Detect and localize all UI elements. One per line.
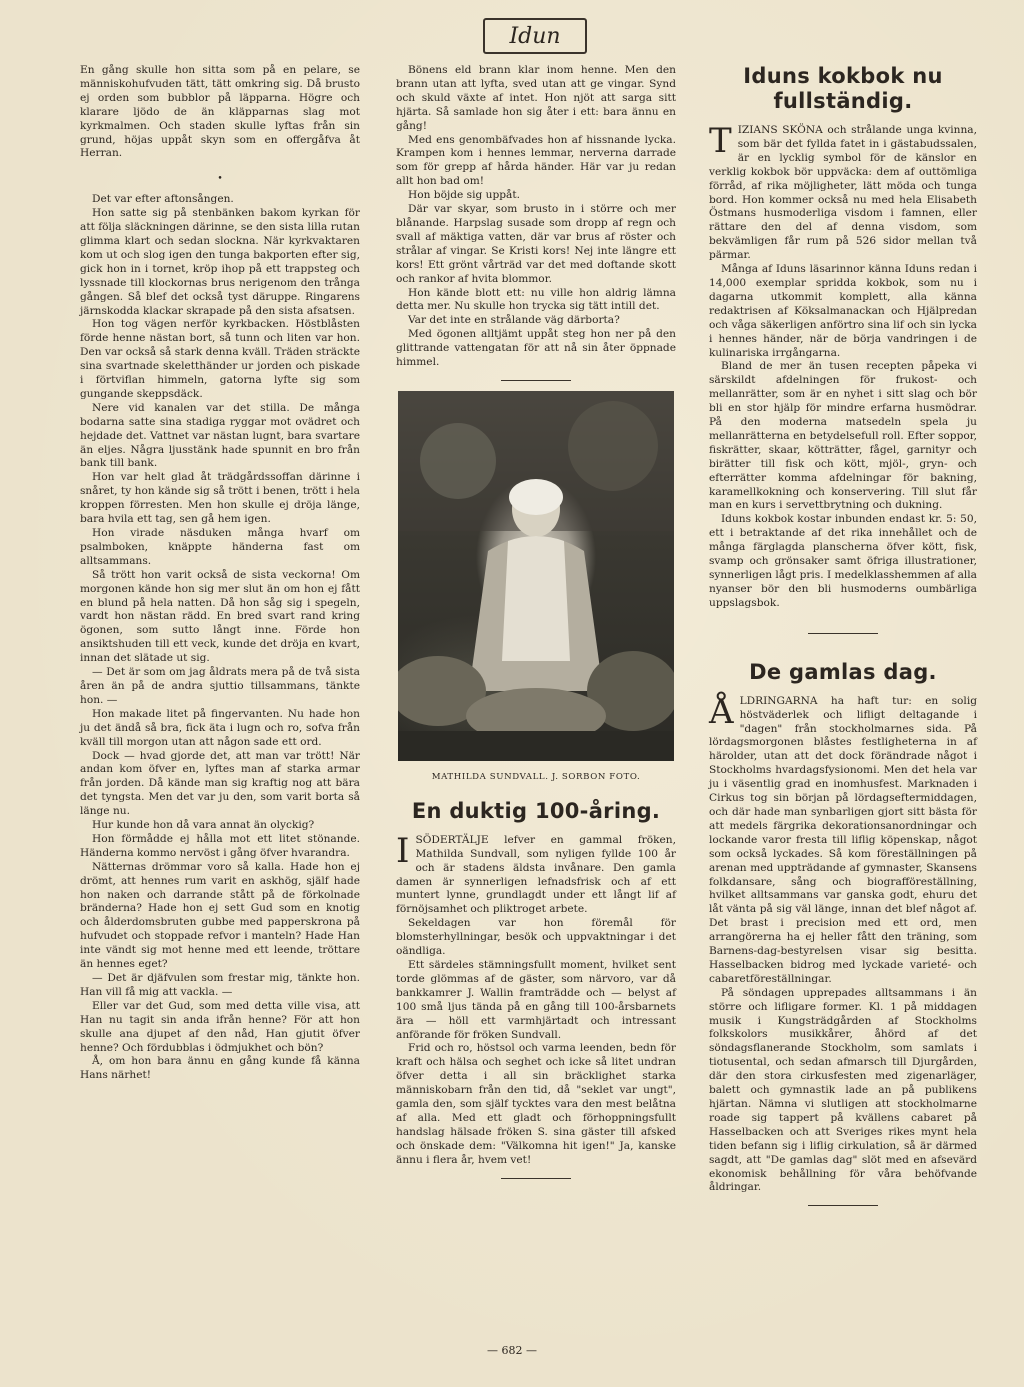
paragraph: Å, om hon bara ännu en gång kunde få känna Hans närhet! [80, 1055, 360, 1082]
paragraph-lead: ISÖDERTÄLJE lefver en gammal fröken, Mathilda Sundvall, som nyligen fyllde 100 år och är stadens äldsta invånare. Den gamla damen är synnerligen lefnadsfrisk och af ett muntert lynne, grundlagdt under ett långt lif af förnöjsamhet och pliktroget arbete. [396, 830, 676, 916]
drop-cap: T [709, 121, 732, 161]
paragraph: Dock — hvad gjorde det, att man var trött! När andan kom öfver en, lyftes man af starka armar från jorden. Då kände man sig kraftig nog att bära det tyngsta. Men det var ju den, som varit borta så länge nu. [80, 749, 360, 818]
divider [808, 633, 878, 634]
drop-cap: Å [709, 691, 734, 732]
paragraph: Hon satte sig på stenbänken bakom kyrkan för att följa släckningen därinne, se den sista lilla rutan glimma klart och sedan slockna. När kyrkvaktaren kom ut och slog igen den tunga bakporten efter sig, gick hon in i tornet, kröp ihop på ett trappsteg och lyssnade till klockornas brus nerigenom den trånga gången. Så blef det också tyst däruppe. Ringarens järnskodda klackar skrapade på den sista afsatsen. [80, 207, 360, 317]
paragraph: Hon virade näsduken många hvarf om psalmboken, knäppte händerna fast om alltsammans. [80, 527, 360, 567]
column-middle [396, 64, 676, 1189]
photo-caption: MATHILDA SUNDVALL. J. SORBON FOTO. [431, 771, 641, 782]
paragraph: Hon böjde sig uppåt. [408, 189, 520, 202]
paragraph: Hon kände blott ett: nu ville hon aldrig lämna detta mer. Nu skulle hon trycka sig tätt intill det. [396, 286, 676, 313]
cookbook-headline: Iduns kokbok nu fullständig. [743, 64, 943, 113]
paragraph: Hon tog vägen nerför kyrkbacken. Höstblåsten förde henne nästan bort, så tunn och liten var hon. Den var också så stark denna kväll. Träden sträckte sina svartnade skeletthänder ur jorden och piskade i förtviflan himmeln, gatorna lyfte sig som gungande skeppsdäck. [80, 318, 360, 400]
paragraph: På söndagen upprepades alltsammans i än större och lifligare former. Kl. 1 på middagen musik i Kungsträdgården af Stockholms folkskolors musikkårer, åhörd af det söndagsflanerande Stockholm, som samlats i tiotusental, och sedan afmarsch till Djurgården, där den stora cirkusfesten med zigenarläger, balett och gymnastik lade an på publikens hjärtan. Nämna vi slutligen att stockholmarne roade sig tappert på kvällens cabaret på Hasselbacken och att Sveriges rikes mynt hela tiden befann sig i liflig cirkulation, så är därmed sagdt, att "De gamlas dag" slöt med en afsevärd ekonomisk behållning för våra behöfvande åldringar. [709, 986, 977, 1194]
divider [501, 380, 571, 381]
paragraph: Med ögonen alltjämt uppåt steg hon ner på den glittrande vattengatan för att nå sin åter öppnade himmel. [396, 328, 676, 369]
paragraph: Med ens genombäfvades hon af hissnande lycka. Krampen kom i hennes lemmar, nerverna darrade som för grepp af hårda händer. Här var ju redan allt hon bad om! [396, 133, 676, 188]
paragraph: Det var efter aftonsången. [92, 193, 234, 206]
elderly-day-headline: De gamlas dag. [749, 659, 937, 684]
article-headline: En duktig 100-åring. [411, 798, 661, 823]
paragraph: Frid och ro, höstsol och varma leenden, bedn för kraft och hälsa och seghet och icke så litet undran öfver detta i all sin bräcklighet starka människobarn från den tid, då "seklet var ungt", gamla den, som själf tycktes vara den mest belåtna af alla. Med ett gladt och förhoppningsfullt handslag hälsade fröken S. sina gäster till afsked och önskade dem: "Välkomna hit igen!" Ja, kanske ännu i flera år, hvem vet! [396, 1042, 676, 1166]
paragraph: Eller var det Gud, som med detta ville visa, att Han nu tagit sin anda ifrån henne? För att hon skulle ana djupet af den nåd, Han gjutit öfver henne? Och fördubblas i ödmjukhet och bön? [80, 999, 360, 1054]
divider [501, 1178, 571, 1179]
paragraph: Hon förmådde ej hålla mot ett litet stönande. Händerna kommo nervöst i gång öfver hvarandra. [80, 832, 360, 859]
paragraph: Iduns kokbok kostar inbunden endast kr. 5: 50, ett i betraktande af det rika innehållet och de många färglagda planscherna öfver kött, fisk, svamp och grönsaker samt öfriga illustrationer, synnerligen lågt pris. I medelklasshemmen af alla nyanser bör den bli husmoderns oumbärliga uppslagsbok. [709, 513, 977, 609]
paragraph: Sekeldagen var hon föremål för blomsterhyllningar, besök och uppvaktningar i det oändliga. [396, 917, 676, 958]
portrait-photo [398, 391, 674, 761]
paragraph: Ett särdeles stämningsfullt moment, hvilket sent torde glömmas af de gäster, som närvoro, var då bankkamrer J. Wallin framträdde och — belyst af 100 små ljus tända på en gång till 100-årsbarnets ära — höll ett varmhjärtadt och intressant anförande för fröken Sundvall. [396, 959, 676, 1041]
section-separator: • [217, 174, 223, 185]
paragraph: Hon var helt glad åt trädgårdssoffan därinne i snåret, ty hon kände sig så trött i benen, trött i hela kroppen förresten. Men hon skulle ej dröja länge, bara hvila ett tag, sen gå hem igen. [80, 471, 360, 526]
drop-cap: I [396, 830, 410, 871]
paragraph: Nere vid kanalen var det stilla. De många bodarna satte sina stadiga ryggar mot ovädret och hejdade det. Vattnet var nästan lugnt, bara svartare än eljes. Några ljusstänk hade spunnit en bro från bank till bank. [80, 401, 360, 470]
paragraph: Många af Iduns läsarinnor känna Iduns redan i 14,000 exemplar spridda kokbok, som nu i dagarna utkommit komplett, alla känna redaktrisen af Köksalmanackan och Hjälpredan och våga säkerligen anförtro sina lif och sin lycka i hennes händer, när de börja vandringen i de kulinariska irrgångarna. [709, 263, 977, 359]
paragraph: — Det är som om jag åldrats mera på de två sista åren än på de andra sjuttio tillsammans, tänkte hon. — [80, 666, 360, 706]
paragraph: Hur kunde hon då vara annat än olyckig? [92, 819, 315, 832]
paragraph: Nätternas drömmar voro så kalla. Hade hon ej drömt, att hennes rum varit en askhög, själf hade hon naken och darrande stått på de förkolnade bränderna? Hade hon ej sett Gud som en knotig och ålderdomsbruten gubbe med papperskrona på hufvudet och stoppade refvor i manteln? Hade Han inte vändt sig mot henne med ett leende, tröttare än hennes eget? [80, 860, 360, 971]
paragraph: Var det inte en strålande väg därborta? [408, 314, 620, 327]
paragraph: En gång skulle hon sitta som på en pelare, se människohufvuden tätt, tätt omkring sig. Då brusto ej orden som bubblor på läpparna. Högre och klarare ljödo de än kläpparnas slag mot kyrkmalmen. Och staden skulle lyftas från sin grund, höjas uppåt skyn som en offergåfva åt Herran. [80, 64, 360, 160]
paragraph: Bönens eld brann klar inom henne. Men den brann utan att lyfta, sved utan att ge vingar. Synd och skuld växte af intet. Hon njöt att sarga sitt hjärta. Så samlade hon sig åter i ett: bara ännu en gång! [396, 64, 676, 132]
column-story [80, 64, 360, 1083]
column-right [709, 64, 977, 1216]
paragraph: Hon makade litet på fingervanten. Nu hade hon ju det ändå så bra, fick äta i lugn och ro, sofva från kväll till morgon utan att någon sade ett ord. [80, 707, 360, 748]
page-number: — 682 — [487, 1344, 537, 1357]
paragraph: Där var skyar, som brusto in i större och mer blånande. Harpslag susade som dropp af regn och svall af mäktiga vatten, där var brus af röster och strålar af vingar. Se Kristi kors! Nej inte längre ett kors! Ett grönt vårträd var det med doftande skott och rankor af hvita blommor. [396, 203, 676, 285]
masthead-logo: Idun [483, 18, 587, 54]
paragraph-lead: ÅLDRINGARNA ha haft tur: en solig höstväderlek och lifligt deltagande i "dagen" från stockholmarnes sida. På lördagsmorgonen blåstes festligheterna in af härolder, utan att det dock förändrade något i Stockholms hvardagsfysionomi. Men det hela var ju i väsentlig grad en inomhusfest. Marknaden i Cirkus tog sin början på lördagseftermiddagen, och där hade man synbarligen gjort sitt bästa för att medels färgrika dekorationsanordningar och lockande varor fresta till liflig köpenskap, något som också lyckades. Så kom föreställningen på arenan med uppträdande af gymnaster, Skansens folkdansare, sång och biografföreställning, hvilket alltsammans var ganska godt, ehuru det låt vänta på sig väl länge, innan det blef något af. Det brast i precision med ett ord, men arrangörerna ha ej heller fått den träning, som Barnens-dag-bestyrelsen visar sig besitta. Hasselbacken bidrog med lyckade varieté- och cabaretföreställningar. [709, 691, 977, 985]
divider [808, 1205, 878, 1206]
paragraph: — Det är djäfvulen som frestar mig, tänkte hon. Han vill få mig att vackla. — [80, 972, 360, 998]
portrait-illustration [398, 391, 674, 761]
paragraph: Bland de mer än tusen recepten påpeka vi särskildt afdelningen för frukost- och mellanrätter, som är en nyhet i sitt slag och bör bli en stor hjälp för mindre erfarna husmödrar. På den moderna matsedeln spela ju mellanrätterna en betydelsefull roll. Efter soppor, fiskrätter, skaar, kötträtter, fågel, garnityr och birätter till fisk och kött, mjöl-, gryn- och efterrätter komma afdelningar för bakning, karamellkokning och konservering. Till slut får man en kurs i servettbrytning och dukning. [709, 360, 977, 512]
paragraph-lead: TIZIANS SKÖNA och strålande unga kvinna, som bär det fyllda fatet in i gästabudssalen, är en lycklig symbol för de känslor en verklig kokbok bör uppväcka: dem af outtömliga förråd, af rika möjligheter, lätt möda och tunga bord. Hon kommer också nu med hela Elisabeth Östmans husmoderliga visdom i famnen, eller rättare den del af denna visdom, som bekvämligen får rum på 526 sidor mellan två pärmar. [709, 121, 977, 262]
paragraph: Så trött hon varit också de sista veckorna! Om morgonen kände hon sig mer slut än om hon ej fått en blund på hela natten. Då hon såg sig i spegeln, vardt hon nästan rädd. En bred svart rand kring ögonen, som sutto långt inne. Förde hon ansiktshuden till ett veck, kunde det dröja en kvart, innan det slätade ut sig. [80, 568, 360, 665]
